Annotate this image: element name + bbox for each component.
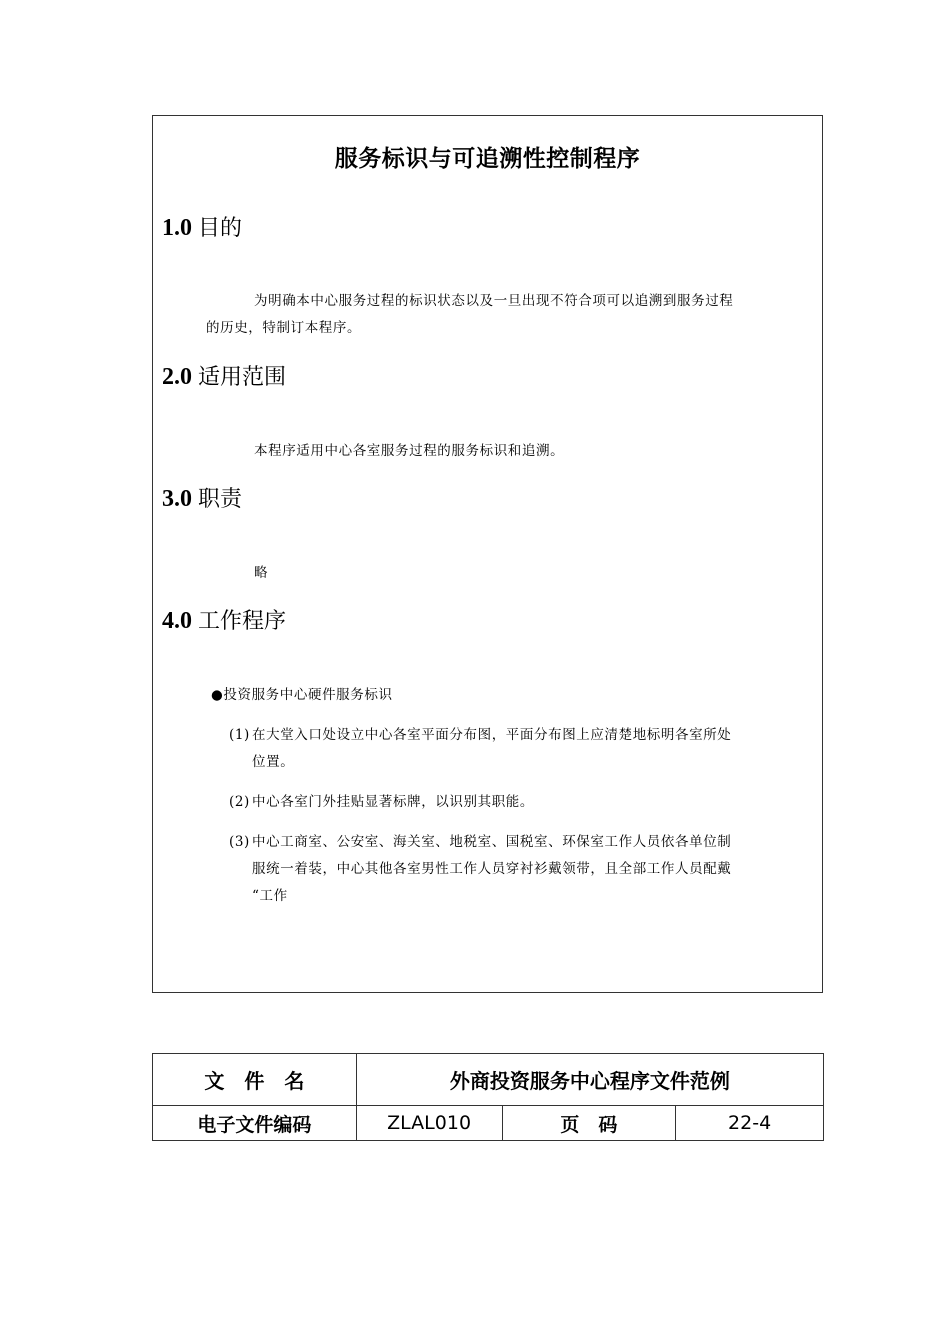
item-label-1: (1) xyxy=(229,727,250,743)
section-number: 2.0 xyxy=(162,364,192,390)
bullet-hardware-identification: ●投资服务中心硬件服务标识 xyxy=(211,687,393,703)
section-heading-responsibility xyxy=(162,482,242,513)
section-heading-procedure xyxy=(162,604,286,635)
purpose-line-2: 的历史，特制订本程序。 xyxy=(206,320,362,336)
section-number: 3.0 xyxy=(162,486,192,512)
document-title: 服务标识与可追溯性控制程序 xyxy=(334,146,641,172)
file-name-label: 文 件 名 xyxy=(153,1054,357,1106)
section-heading-purpose xyxy=(162,211,242,242)
section-number: 1.0 xyxy=(162,215,192,241)
section-heading-scope xyxy=(162,360,286,391)
item-1-line-2: 位置。 xyxy=(252,754,295,770)
footer-row-code xyxy=(153,1106,824,1141)
responsibility-text: 略 xyxy=(254,565,269,581)
file-name-value: 外商投资服务中心程序文件范例 xyxy=(356,1054,823,1106)
item-3-line-2: 服统一着装，中心其他各室男性工作人员穿衬衫戴领带，且全部工作人员配戴 xyxy=(252,861,732,877)
purpose-line-1: 为明确本中心服务过程的标识状态以及一旦出现不符合项可以追溯到服务过程 xyxy=(254,293,734,309)
code-label: 电子文件编码 xyxy=(153,1106,357,1141)
item-3-line-1: 中心工商室、公安室、海关室、地税室、国税室、环保室工作人员依各单位制 xyxy=(252,834,732,850)
page-value: 22-4 xyxy=(676,1106,824,1141)
item-2-line-1: 中心各室门外挂贴显著标牌，以识别其职能。 xyxy=(252,794,534,810)
item-label-3: (3) xyxy=(229,834,250,850)
item-label-2: (2) xyxy=(229,794,250,810)
section-number: 4.0 xyxy=(162,608,192,634)
item-3-line-3: “工作 xyxy=(252,888,288,904)
footer-row-file-name xyxy=(153,1054,824,1106)
scope-text: 本程序适用中心各室服务过程的服务标识和追溯。 xyxy=(254,443,565,459)
item-1-line-1: 在大堂入口处设立中心各室平面分布图，平面分布图上应清楚地标明各室所处 xyxy=(252,727,732,743)
code-value: ZLAL010 xyxy=(356,1106,502,1141)
section-title: 工作程序 xyxy=(198,609,287,634)
document-footer-table xyxy=(152,1053,824,1141)
section-title: 职责 xyxy=(198,487,243,512)
document-frame xyxy=(152,115,823,993)
section-title: 适用范围 xyxy=(198,365,287,390)
section-title: 目的 xyxy=(198,216,243,241)
page-label: 页 码 xyxy=(502,1106,676,1141)
